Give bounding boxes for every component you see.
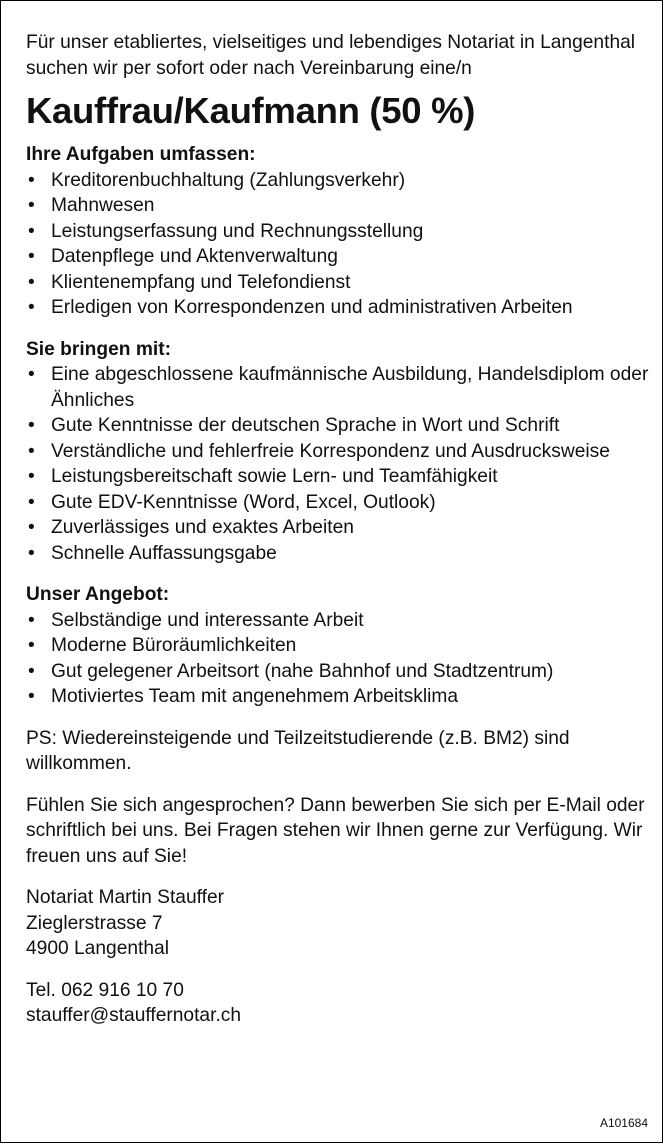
list-item: • Gute Kenntnisse der deutschen Sprache in Wort und Schrift [26,413,651,439]
bullet-icon: • [28,466,35,487]
intro-text: Für unser etabliertes, vielseitiges und lebendiges Notariat in Langenthal suchen wir per sofort oder nach Vereinbarung eine/n [26,32,636,79]
list-item: • Leistungsbereitschaft sowie Lern- und Teamfähigkeit [26,464,651,490]
section-heading: Sie bringen mit: [26,338,171,360]
phone-number: Tel. 062 916 10 70 [26,979,184,1001]
job-title: Kauffrau/Kaufmann (50 %) [26,90,476,131]
reference-code: A101684 [599,1116,648,1130]
list-item: • Selbständige und interessante Arbeit [26,608,651,634]
bullet-icon: • [28,195,35,216]
bullet-icon: • [28,220,35,242]
list-item: • Mahnwesen [26,193,651,219]
city-address: 4900 Langenthal [26,938,169,959]
contact-details [26,978,651,1029]
ad-content [26,30,651,1029]
bullet-icon: • [28,169,35,191]
list-item: • Kreditorenbuchhaltung (Zahlungsverkehr) [26,168,651,194]
list-item: • Motiviertes Team mit angenehmem Arbeitsklima [26,684,651,710]
list-item: • Datenpflege und Aktenverwaltung [26,244,651,270]
list-item: • Eine abgeschlossene kaufmännische Ausbildung, Handelsdiplom oder Ähnliches [28,364,649,411]
closing-text: Fühlen Sie sich angesprochen? Dann bewerben Sie sich per E-Mail oder schriftlich bei uns. Bei Fragen stehen wir Ihnen gerne zur Verfügung. Wir freuen uns auf Sie! [26,794,645,867]
bullet-icon: • [28,246,35,267]
section-tasks [26,142,651,321]
bullet-icon: • [28,686,35,707]
bullet-list [26,362,651,566]
list-item: • Schnelle Auffassungsgabe [26,541,651,567]
company-name: Notariat Martin Stauffer [26,887,225,908]
spacer [26,321,651,337]
list-item: • Moderne Büroräumlichkeiten [26,633,651,659]
list-item: • Erledigen von Korrespondenzen und administrativen Arbeiten [26,295,651,321]
section-heading: Unser Angebot: [26,584,170,605]
list-item: • Gute EDV-Kenntnisse (Word, Excel, Outlook) [26,490,651,516]
section-requirements [26,337,651,567]
list-item: • Zuverlässiges und exaktes Arbeiten [26,515,651,541]
list-item: • Gut gelegener Arbeitsort (nahe Bahnhof und Stadtzentrum) [26,659,651,685]
bullet-icon: • [28,297,35,318]
bullet-icon: • [28,517,35,538]
bullet-icon: • [28,440,35,462]
ps-note: PS: Wiedereinsteigende und Teilzeitstudierende (z.B. BM2) sind willkommen. [26,727,570,774]
section-heading: Ihre Aufgaben umfassen: [26,144,256,165]
bullet-icon: • [28,415,35,436]
bullet-icon: • [28,635,35,656]
list-item: • Leistungserfassung und Rechnungsstellung [26,219,651,245]
bullet-list [26,608,651,710]
bullet-icon: • [28,609,35,631]
bullet-icon: • [28,542,35,564]
list-item: • Klientenempfang und Telefondienst [26,270,651,296]
bullet-icon: • [28,271,35,293]
bullet-list [26,168,651,321]
contact-address [26,885,651,962]
list-item: • Verständliche und fehlerfreie Korrespondenz und Ausdrucksweise [26,439,651,465]
bullet-icon: • [28,364,35,385]
email-address: stauffer@stauffernotar.ch [26,1005,242,1026]
spacer [26,566,651,582]
spacer [26,710,651,726]
street-address: Zieglerstrasse 7 [26,912,163,934]
section-offer [26,582,651,710]
bullet-icon: • [28,491,35,513]
bullet-icon: • [28,660,35,682]
